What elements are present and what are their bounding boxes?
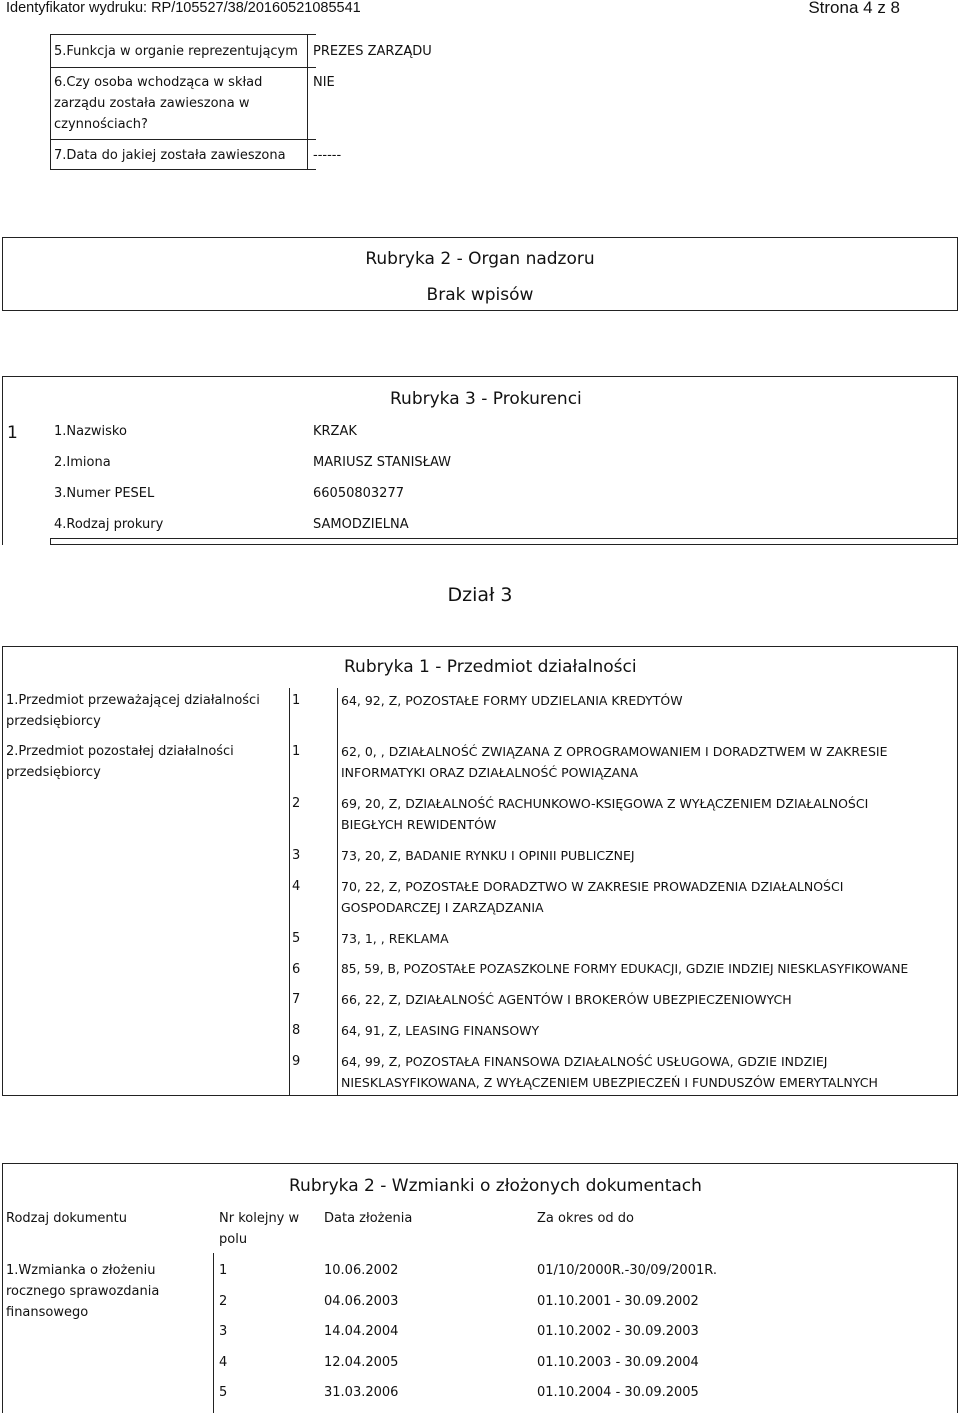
f6-value: NIE [313, 75, 335, 90]
col-header-date: Data złożenia [324, 1211, 413, 1226]
page-number: Strona 4 z 8 [808, 0, 900, 17]
przedmiot-title: Rubryka 1 - Przedmiot działalności [344, 657, 637, 677]
activity-no: 9 [292, 1054, 301, 1069]
activity-text-cont: BIEGŁYCH REWIDENTÓW [341, 817, 497, 832]
activity-no: 4 [292, 879, 301, 894]
prokurent-value: 66050803277 [313, 486, 404, 501]
prokurent-label: 4.Rodzaj prokury [54, 517, 164, 532]
doc-row-period: 01.10.2001 - 30.09.2002 [537, 1294, 699, 1309]
prokurenci-title: Rubryka 3 - Prokurenci [390, 389, 582, 409]
doc-row-date: 14.04.2004 [324, 1324, 399, 1339]
doc-row-no: 3 [219, 1324, 228, 1339]
doc-row-date: 04.06.2003 [324, 1294, 399, 1309]
doc-row-date: 31.03.2006 [324, 1385, 399, 1400]
organ-nadzoru-section [2, 237, 958, 311]
prokurent-label: 1.Nazwisko [54, 424, 127, 439]
activity-no: 5 [292, 931, 301, 946]
f5-label: 5.Funkcja w organie reprezentującym [54, 44, 298, 59]
doc-label-l1: 1.Wzmianka o złożeniu [6, 1263, 156, 1278]
f6-label-l2: zarządu została zawieszona w [54, 96, 250, 111]
doc-row-no: 4 [219, 1355, 228, 1370]
doc-label-l2: rocznego sprawozdania [6, 1284, 160, 1299]
wzmianki-title: Rubryka 2 - Wzmianki o złożonych dokumentach [289, 1176, 702, 1196]
prokurent-value: KRZAK [313, 424, 357, 439]
doc-row-period: 01.10.2003 - 30.09.2004 [537, 1355, 699, 1370]
activity-text: 73, 1, , REKLAMA [341, 931, 449, 946]
col-header-no-l1: Nr kolejny w [219, 1211, 300, 1226]
f5-value: PREZES ZARZĄDU [313, 44, 432, 59]
activity-text-cont: GOSPODARCZEJ I ZARZĄDZANIA [341, 900, 544, 915]
col-header-no-l2: polu [219, 1232, 248, 1247]
doc-row-period: 01/10/2000R.-30/09/2001R. [537, 1263, 717, 1278]
doc-row-date: 12.04.2005 [324, 1355, 399, 1370]
activity-text: 70, 22, Z, POZOSTAŁE DORADZTWO W ZAKRESIE PROWADZENIA DZIAŁALNOŚCI [341, 879, 844, 894]
prokurent-value: SAMODZIELNA [313, 517, 409, 532]
f7-value: ------ [313, 148, 342, 163]
prokurent-label: 2.Imiona [54, 455, 111, 470]
main-activity-label-l1: 1.Przedmiot przeważającej działalności [6, 693, 260, 708]
dzial-title: Dział 3 [447, 584, 513, 606]
f6-label-l1: 6.Czy osoba wchodząca w skład [54, 75, 263, 90]
f7-label: 7.Data do jakiej została zawieszona [54, 148, 286, 163]
activity-no: 3 [292, 848, 301, 863]
doc-row-no: 5 [219, 1385, 228, 1400]
main-activity-no: 1 [292, 693, 301, 708]
activity-text: 66, 22, Z, DZIAŁALNOŚĆ AGENTÓW I BROKERÓW UBEZPIECZENIOWYCH [341, 992, 792, 1007]
activity-text: 73, 20, Z, BADANIE RYNKU I OPINII PUBLICZNEJ [341, 848, 635, 863]
activity-text: 64, 99, Z, POZOSTAŁA FINANSOWA DZIAŁALNOŚĆ USŁUGOWA, GDZIE INDZIEJ [341, 1054, 828, 1069]
other-activity-label-l2: przedsiębiorcy [6, 765, 101, 780]
activity-text: 64, 91, Z, LEASING FINANSOWY [341, 1023, 540, 1038]
col-header-period: Za okres od do [537, 1211, 634, 1226]
organ-nadzoru-title: Rubryka 2 - Organ nadzoru [365, 249, 595, 269]
activity-no: 6 [292, 962, 301, 977]
activity-no: 1 [292, 744, 301, 759]
activity-text-cont: INFORMATYKI ORAZ DZIAŁALNOŚĆ POWIĄZANA [341, 765, 639, 780]
prokurent-label: 3.Numer PESEL [54, 486, 155, 501]
activity-no: 8 [292, 1023, 301, 1038]
activity-text: 85, 59, B, POZOSTAŁE POZASZKOLNE FORMY EDUKACJI, GDZIE INDZIEJ NIESKLASYFIKOWANE [341, 962, 909, 976]
doc-row-no: 2 [219, 1294, 228, 1309]
doc-label-l3: finansowego [6, 1305, 89, 1320]
doc-row-no: 1 [219, 1263, 228, 1278]
doc-row-period: 01.10.2002 - 30.09.2003 [537, 1324, 699, 1339]
activity-text: 62, 0, , DZIAŁALNOŚĆ ZWIĄZANA Z OPROGRAMOWANIEM I DORADZTWEM W ZAKRESIE [341, 744, 888, 759]
doc-row-period: 01.10.2004 - 30.09.2005 [537, 1385, 699, 1400]
col-header-type: Rodzaj dokumentu [6, 1211, 127, 1226]
doc-row-date: 10.06.2002 [324, 1263, 399, 1278]
other-activity-label-l1: 2.Przedmiot pozostałej działalności [6, 744, 234, 759]
print-identifier: Identyfikator wydruku: RP/105527/38/20160521085541 [6, 0, 361, 16]
prokurent-value: MARIUSZ STANISŁAW [313, 455, 452, 470]
prokurent-index: 1 [7, 423, 18, 443]
activity-no: 2 [292, 796, 301, 811]
activity-text: 69, 20, Z, DZIAŁALNOŚĆ RACHUNKOWO-KSIĘGOWA Z WYŁĄCZENIEM DZIAŁALNOŚCI [341, 796, 869, 811]
activity-text-cont: NIESKLASYFIKOWANA, Z WYŁĄCZENIEM UBEZPIECZEŃ I FUNDUSZÓW EMERYTALNYCH [341, 1075, 878, 1090]
main-activity-label-l2: przedsiębiorcy [6, 714, 101, 729]
f6-label-l3: czynnościach? [54, 117, 148, 132]
organ-nadzoru-empty: Brak wpisów [426, 285, 534, 305]
main-activity-text: 64, 92, Z, POZOSTAŁE FORMY UDZIELANIA KREDYTÓW [341, 693, 683, 708]
activity-no: 7 [292, 992, 301, 1007]
